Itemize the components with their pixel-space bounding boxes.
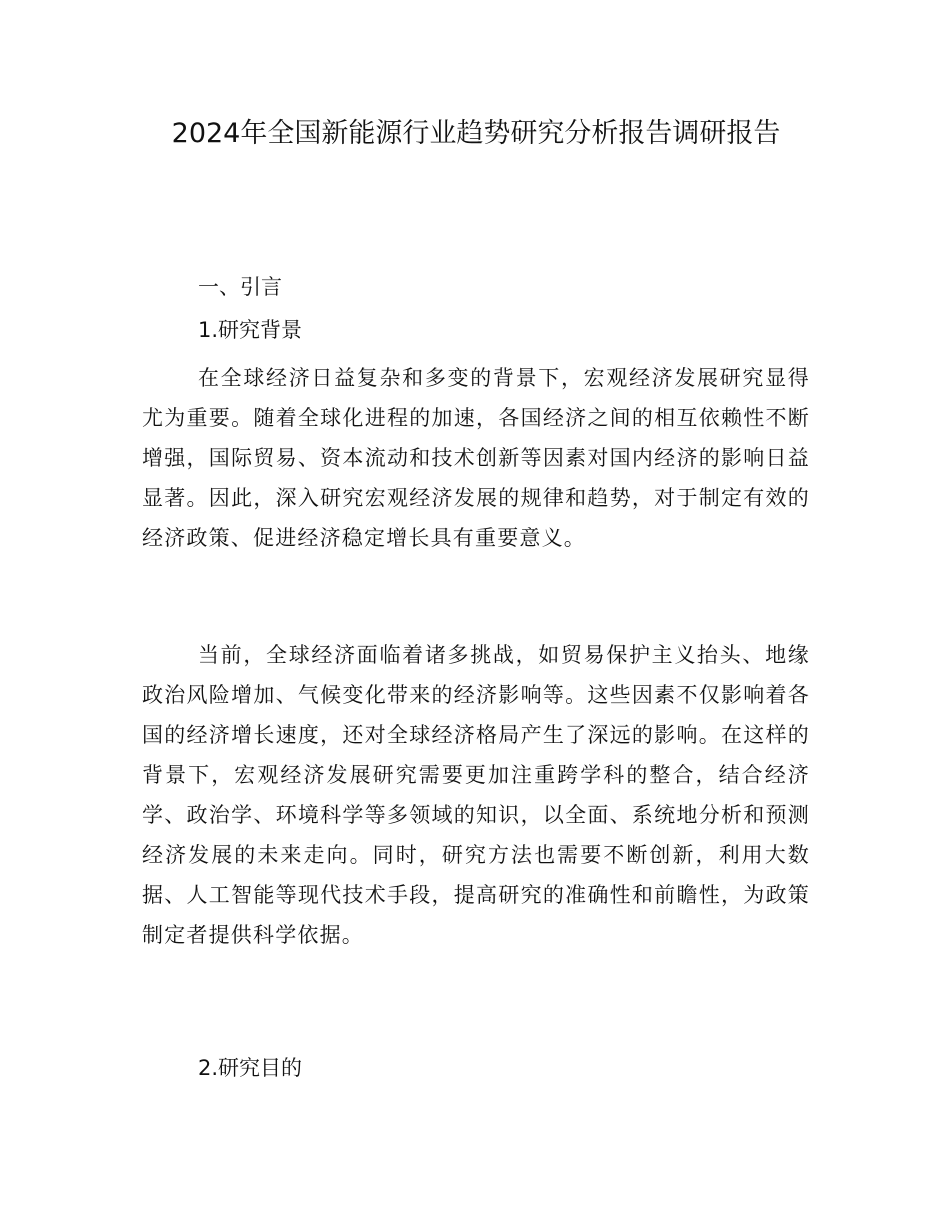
paragraph-background-2: 当前，全球经济面临着诸多挑战，如贸易保护主义抬头、地缘政治风险增加、气候变化带来的经济影响等。这些因素不仅影响着各国的经济增长速度，还对全球经济格局产生了深远的影响。在这样的背景下，宏观经济发展研究需要更加注重跨学科的整合，结合经济学、政治学、环境科学等多领域的知识，以全面、系统地分析和预测经济发展的未来走向。同时，研究方法也需要不断创新，利用大数据、人工智能等现代技术手段，提高研究的准确性和前瞻性，为政策制定者提供科学依据。 — [142, 643, 810, 947]
section-heading-introduction: 一、引言 — [198, 275, 282, 299]
subsection-heading-research-background: 1.研究背景 — [198, 318, 303, 342]
document-title: 2024年全国新能源行业趋势研究分析报告调研报告 — [171, 118, 781, 149]
paragraph-background-1: 在全球经济日益复杂和多变的背景下，宏观经济发展研究显得尤为重要。随着全球化进程的加速，各国经济之间的相互依赖性不断增强，国际贸易、资本流动和技术创新等因素对国内经济的影响日益显著。因此，深入研究宏观经济发展的规律和趋势，对于制定有效的经济政策、促进经济稳定增长具有重要意义。 — [142, 366, 810, 550]
subsection-heading-research-purpose: 2.研究目的 — [198, 1056, 303, 1080]
